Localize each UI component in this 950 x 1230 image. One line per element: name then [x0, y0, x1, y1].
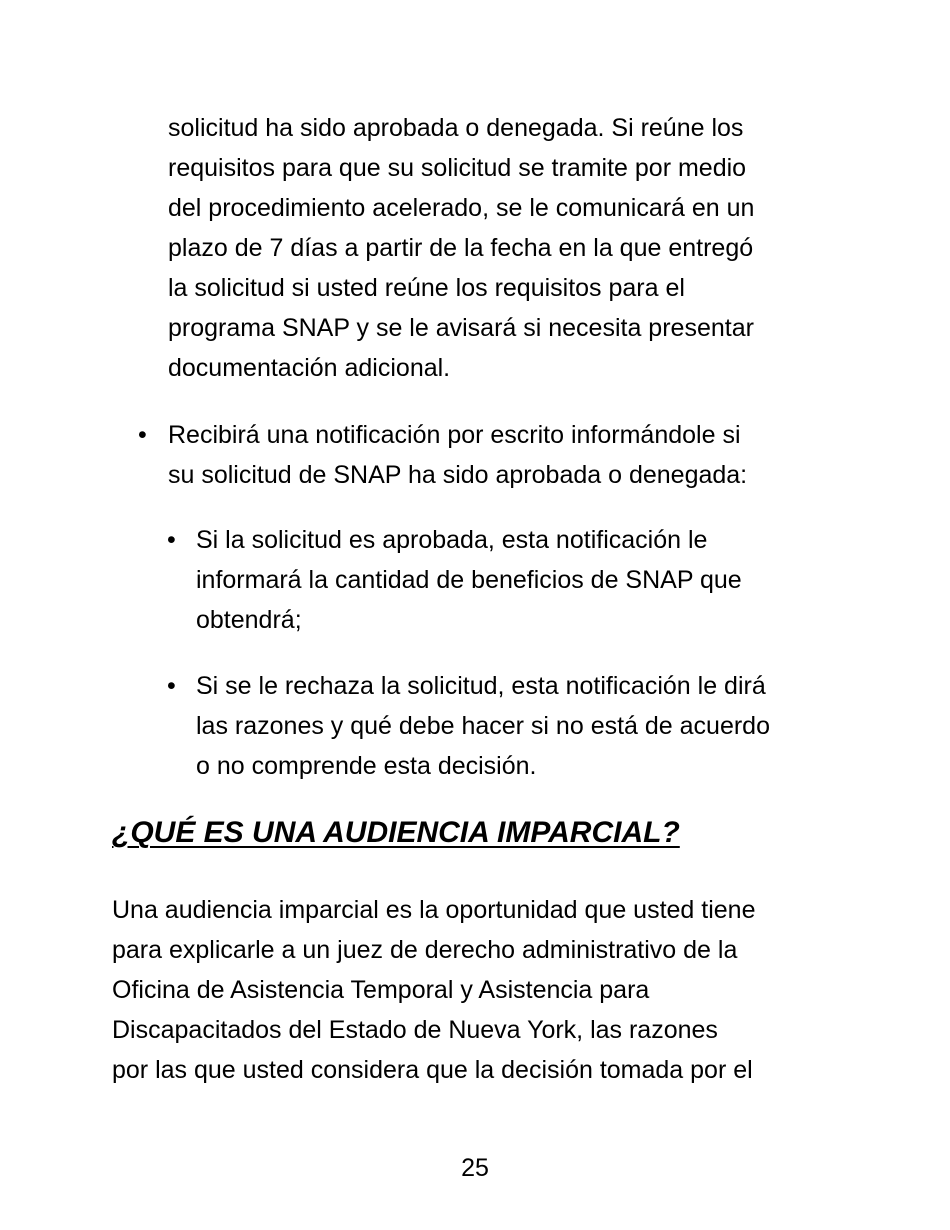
section-heading: ¿QUÉ ES UNA AUDIENCIA IMPARCIAL? — [112, 816, 680, 849]
bullet-icon: • — [167, 526, 176, 554]
paragraph-line: documentación adicional. — [168, 354, 451, 382]
sub-bullet-line: o no comprende esta decisión. — [196, 752, 537, 780]
paragraph-line: la solicitud si usted reúne los requisitos para el — [168, 274, 685, 302]
page-number: 25 — [461, 1154, 489, 1182]
paragraph-line: programa SNAP y se le avisará si necesita presentar — [168, 314, 754, 342]
paragraph-line: para explicarle a un juez de derecho administrativo de la — [112, 936, 738, 964]
bullet-icon: • — [138, 421, 147, 449]
bullet-line: Recibirá una notificación por escrito informándole si — [168, 421, 741, 449]
bullet-icon: • — [167, 672, 176, 700]
sub-bullet-line: obtendrá; — [196, 606, 302, 634]
paragraph-line: requisitos para que su solicitud se tramite por medio — [168, 154, 747, 182]
paragraph-line: por las que usted considera que la decisión tomada por el — [112, 1056, 753, 1084]
sub-bullet-line: Si se le rechaza la solicitud, esta notificación le dirá — [196, 672, 766, 700]
sub-bullet-line: las razones y qué debe hacer si no está de acuerdo — [196, 712, 770, 740]
paragraph-line: Una audiencia imparcial es la oportunidad que usted tiene — [112, 896, 756, 924]
bullet-line: su solicitud de SNAP ha sido aprobada o denegada: — [168, 461, 748, 489]
paragraph-line: Oficina de Asistencia Temporal y Asistencia para — [112, 976, 650, 1004]
paragraph-line: plazo de 7 días a partir de la fecha en la que entregó — [168, 234, 754, 262]
paragraph-line: del procedimiento acelerado, se le comunicará en un — [168, 194, 755, 222]
sub-bullet-line: Si la solicitud es aprobada, esta notificación le — [196, 526, 708, 554]
paragraph-line: Discapacitados del Estado de Nueva York, las razones — [112, 1016, 718, 1044]
sub-bullet-line: informará la cantidad de beneficios de SNAP que — [196, 566, 742, 594]
paragraph-line: solicitud ha sido aprobada o denegada. Si reúne los — [168, 114, 744, 142]
